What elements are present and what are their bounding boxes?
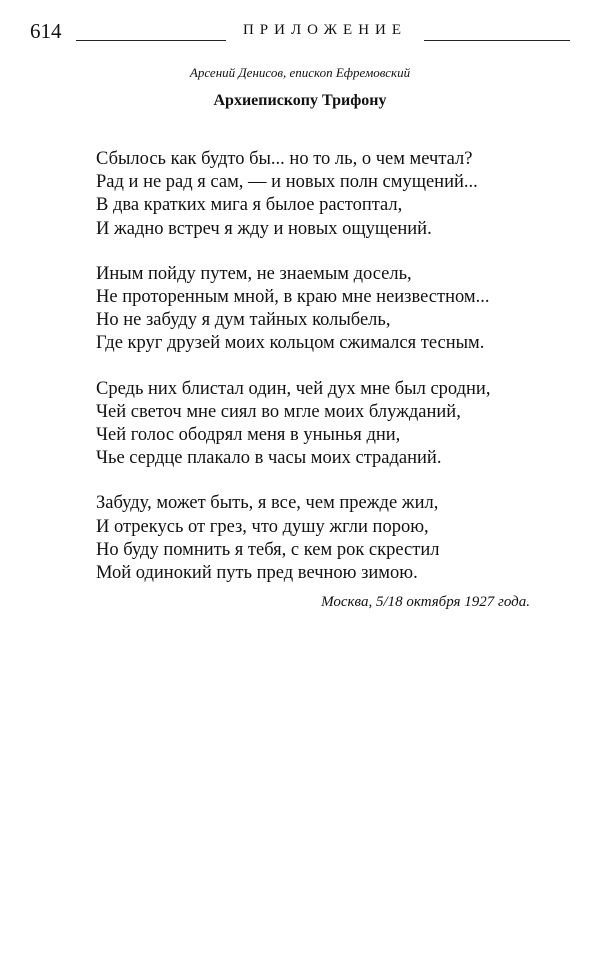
poem-line: Иным пойду путем, не знаемым досель, bbox=[96, 263, 412, 284]
poem-line: Сбылось как будто бы... но то ль, о чем мечтал? bbox=[96, 149, 473, 169]
running-head: ПРИЛОЖЕНИЕ bbox=[242, 22, 408, 38]
poem-line: Мой одинокий путь пред вечною зимою. bbox=[96, 563, 418, 584]
poem-line: В два кратких мига я былое растоптал, bbox=[96, 195, 403, 216]
stanza-4 bbox=[96, 492, 566, 585]
poem-line: Средь них блистал один, чей дух мне был сродни, bbox=[96, 378, 491, 399]
poem-line: Рад и не рад я сам, — и новых полн смущений... bbox=[96, 172, 478, 193]
page-number: 614 bbox=[30, 19, 62, 43]
poem-line: Где круг друзей моих кольцом сжимался тесным. bbox=[96, 333, 485, 354]
stanza-2 bbox=[96, 263, 566, 356]
poem-line: Не проторенным мной, в краю мне неизвестном... bbox=[96, 287, 490, 308]
stanza-1 bbox=[96, 148, 566, 241]
poem-line: Чей голос ободрял меня в унынья дни, bbox=[96, 425, 401, 446]
poem-title: Архиепископу Трифону bbox=[213, 92, 387, 109]
poem-line: И отрекусь от грез, что душу жгли порою, bbox=[96, 516, 429, 537]
poem-line: Но буду помнить я тебя, с кем рок скрестил bbox=[96, 539, 440, 560]
page-header bbox=[30, 18, 570, 44]
poem-body bbox=[96, 148, 566, 607]
poem-line: Но не забуду я дум тайных колыбель, bbox=[96, 310, 391, 331]
poem-line: Чей светоч мне сиял во мгле моих блужданий, bbox=[96, 401, 461, 422]
header-rule-left bbox=[76, 40, 226, 41]
header-rule-right bbox=[424, 40, 570, 41]
poem-line: И жадно встреч я жду и новых ощущений. bbox=[96, 218, 432, 239]
poem-author: Арсений Денисов, епископ Ефремовский bbox=[189, 65, 411, 80]
poem-signature: Москва, 5/18 октября 1927 года. bbox=[321, 594, 530, 610]
stanza-3 bbox=[96, 378, 566, 471]
poem-line: Забуду, может быть, я все, чем прежде жил, bbox=[96, 493, 439, 514]
poem-line: Чье сердце плакало в часы моих страданий. bbox=[96, 448, 442, 469]
